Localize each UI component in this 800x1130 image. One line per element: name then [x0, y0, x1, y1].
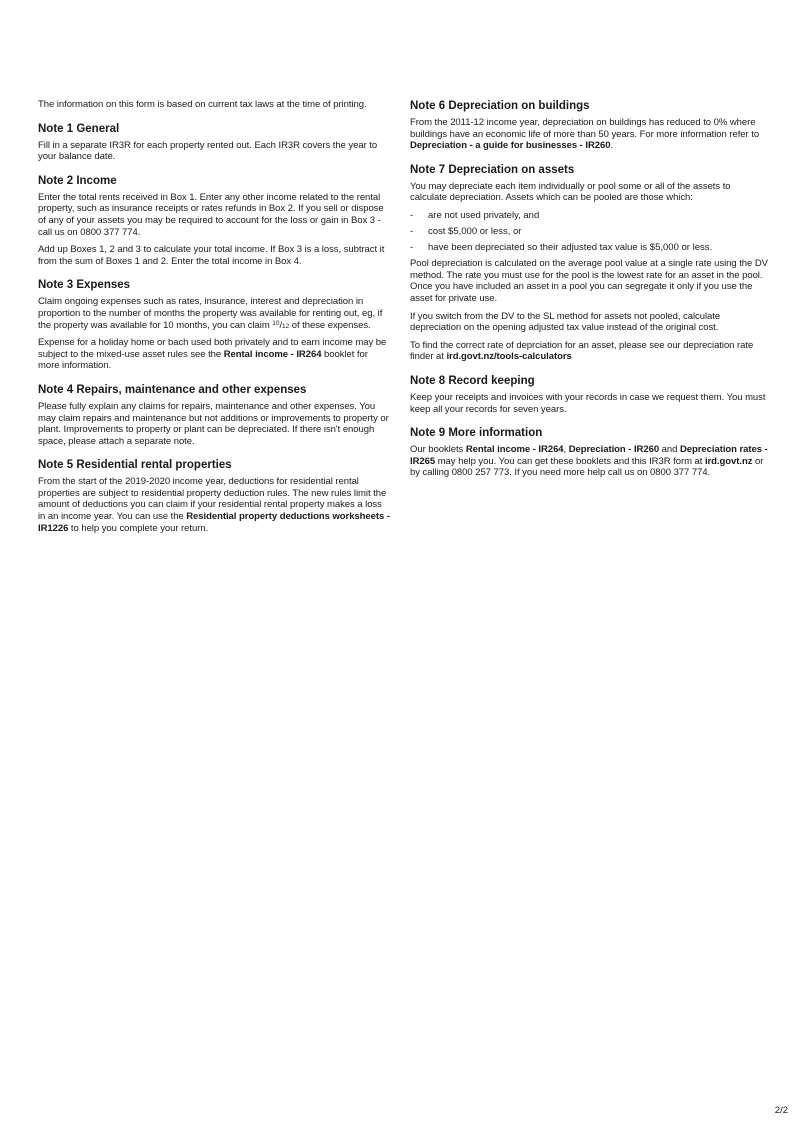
- ir264-booklet-ref: Rental income - IR264: [465, 444, 564, 456]
- note-2-text-1: Enter the total rents received in Box 1. Enter any other income related to the rental property, such as insurance receipts or rates refunds in Box 2. If you sell or dispose of any of your assets you may be required to account for the loss or gain in Box 3 - call us on 0800 377 774.: [38, 191, 384, 238]
- page-number: 2/2: [774, 1105, 788, 1116]
- note-2-text-2: Add up Boxes 1, 2 and 3 to calculate your total income. If Box 3 is a loss, subtract it from the sum of Boxes 1 and 2. Enter the total income in Box 4.: [38, 244, 385, 267]
- note-7-text-3: If you switch from the DV to the SL method for assets not pooled, calculate depreciation on the opening adjusted tax value instead of the original cost.: [410, 310, 721, 334]
- note-4-heading: Note 4 Repairs, maintenance and other expenses: [38, 383, 307, 396]
- note-3-section: [38, 278, 390, 372]
- note-3-text-2: Expense for a holiday home or bach used both privately and to earn income may be subject to the mixed-use asset rules see the Rental income - IR264 booklet for more information.: [38, 337, 387, 372]
- fraction-denominator: 12: [282, 322, 290, 330]
- note-2-section: [38, 174, 390, 268]
- left-column: [38, 99, 390, 545]
- ird-website-ref: ird.govt.nz: [704, 455, 753, 467]
- note-7-section: [410, 163, 768, 363]
- note-7-text-4: To find the correct rate of deprciation for an asset, please see our depreciation rate finder at ird.govt.nz/tools-calculators: [410, 339, 754, 363]
- note-8-section: [410, 374, 768, 415]
- note-5-section: [38, 458, 390, 534]
- note-9-text: Our booklets Rental income - IR264, Depreciation - IR260 and Depreciation rates - IR265 may help you. You can get these booklets and this IR3R form at ird.govt.nz or by calling 0800 257 773. If you need more help call us on 0800 377 774.: [410, 444, 768, 479]
- list-item: - are not used privately, and: [410, 210, 768, 222]
- ir260-guide-ref: Depreciation - a guide for businesses - IR260: [410, 140, 611, 152]
- ir1226-worksheet-ref: Residential property deductions worksheets - IR1226: [38, 511, 390, 534]
- intro-text: The information on this form is based on current tax laws at the time of printing.: [38, 99, 367, 110]
- list-item: - have been depreciated so their adjusted tax value is $5,000 or less.: [410, 242, 768, 254]
- note-1-section: [38, 122, 390, 163]
- note-8-text: Keep your receipts and invoices with your records in case we request them. You must keep all your records for seven years.: [410, 392, 766, 415]
- note-9-heading: Note 9 More information: [410, 427, 543, 440]
- note-7-text-2: Pool depreciation is calculated on the average pool value at a single rate using the DV method. The rate you must use for the pool is the lowest rate for an asset in the pool. Once you have included an asset in a pool you can segregate it only if you use the asset for private use.: [410, 258, 768, 305]
- rental-income-booklet-ref: Rental income - IR264: [223, 348, 322, 360]
- list-item: - cost $5,000 or less, or: [410, 226, 768, 238]
- note-1-text: Fill in a separate IR3R for each property rented out. Each IR3R covers the year to your balance date.: [38, 139, 378, 163]
- note-8-heading: Note 8 Record keeping: [410, 375, 535, 387]
- note-3-text-1: Claim ongoing expenses such as rates, insurance, interest and depreciation in proportion to the number of months the property was available for renting out, eg, if the property was available for 10 months, you can claim $^{10}$/12 of these expenses.: [38, 296, 383, 331]
- poolable-assets-list: [410, 210, 768, 254]
- fraction-numerator: 10: [272, 319, 280, 327]
- note-4-text: Please fully explain any claims for repairs, maintenance and other expenses. You may claim repairs and maintenance but not additions or improvements to property or plant. Improvements to property or plant can be depreciated. If there isn't enough space, please attach a separate note.: [38, 400, 389, 447]
- note-9-section: [410, 426, 768, 479]
- note-6-section: [410, 99, 768, 152]
- note-5-heading: Note 5 Residential rental properties: [38, 459, 232, 472]
- ir265-booklet-ref: Depreciation rates - IR265: [410, 444, 768, 467]
- fraction-slash: /: [279, 319, 283, 331]
- note-3-heading: Note 3 Expenses: [38, 279, 131, 292]
- note-4-section: [38, 383, 390, 447]
- note-6-heading: Note 6 Depreciation on buildings: [410, 100, 590, 112]
- note-5-text: From the start of the 2019-2020 income year, deductions for residential rental properties are subject to residential property deduction rules. The new rules limit the amount of deductions you can claim if your residential rental property makes a loss in an income year. You can use the Residential property deductions worksheets - IR1226 to help you complete your return.: [38, 476, 390, 534]
- note-1-heading: Note 1 General: [38, 122, 120, 135]
- note-2-heading: Note 2 Income: [38, 174, 117, 187]
- note-7-heading: Note 7 Depreciation on assets: [410, 163, 575, 176]
- right-column: [410, 99, 768, 490]
- note-6-text: From the 2011-12 income year, depreciation on buildings has reduced to 0% where buildings have an economic life of more than 50 years. For more information refer to Depreciation - a guide for businesses - IR260.: [410, 117, 760, 152]
- note-7-text-1: You may depreciate each item individually or pool some or all of the assets to calculate depreciation. Assets which can be pooled are those which:: [410, 180, 731, 204]
- ir260-booklet-ref: Depreciation - IR260: [568, 444, 660, 456]
- tools-calculators-link: ird.govt.nz/tools-calculators: [446, 351, 572, 363]
